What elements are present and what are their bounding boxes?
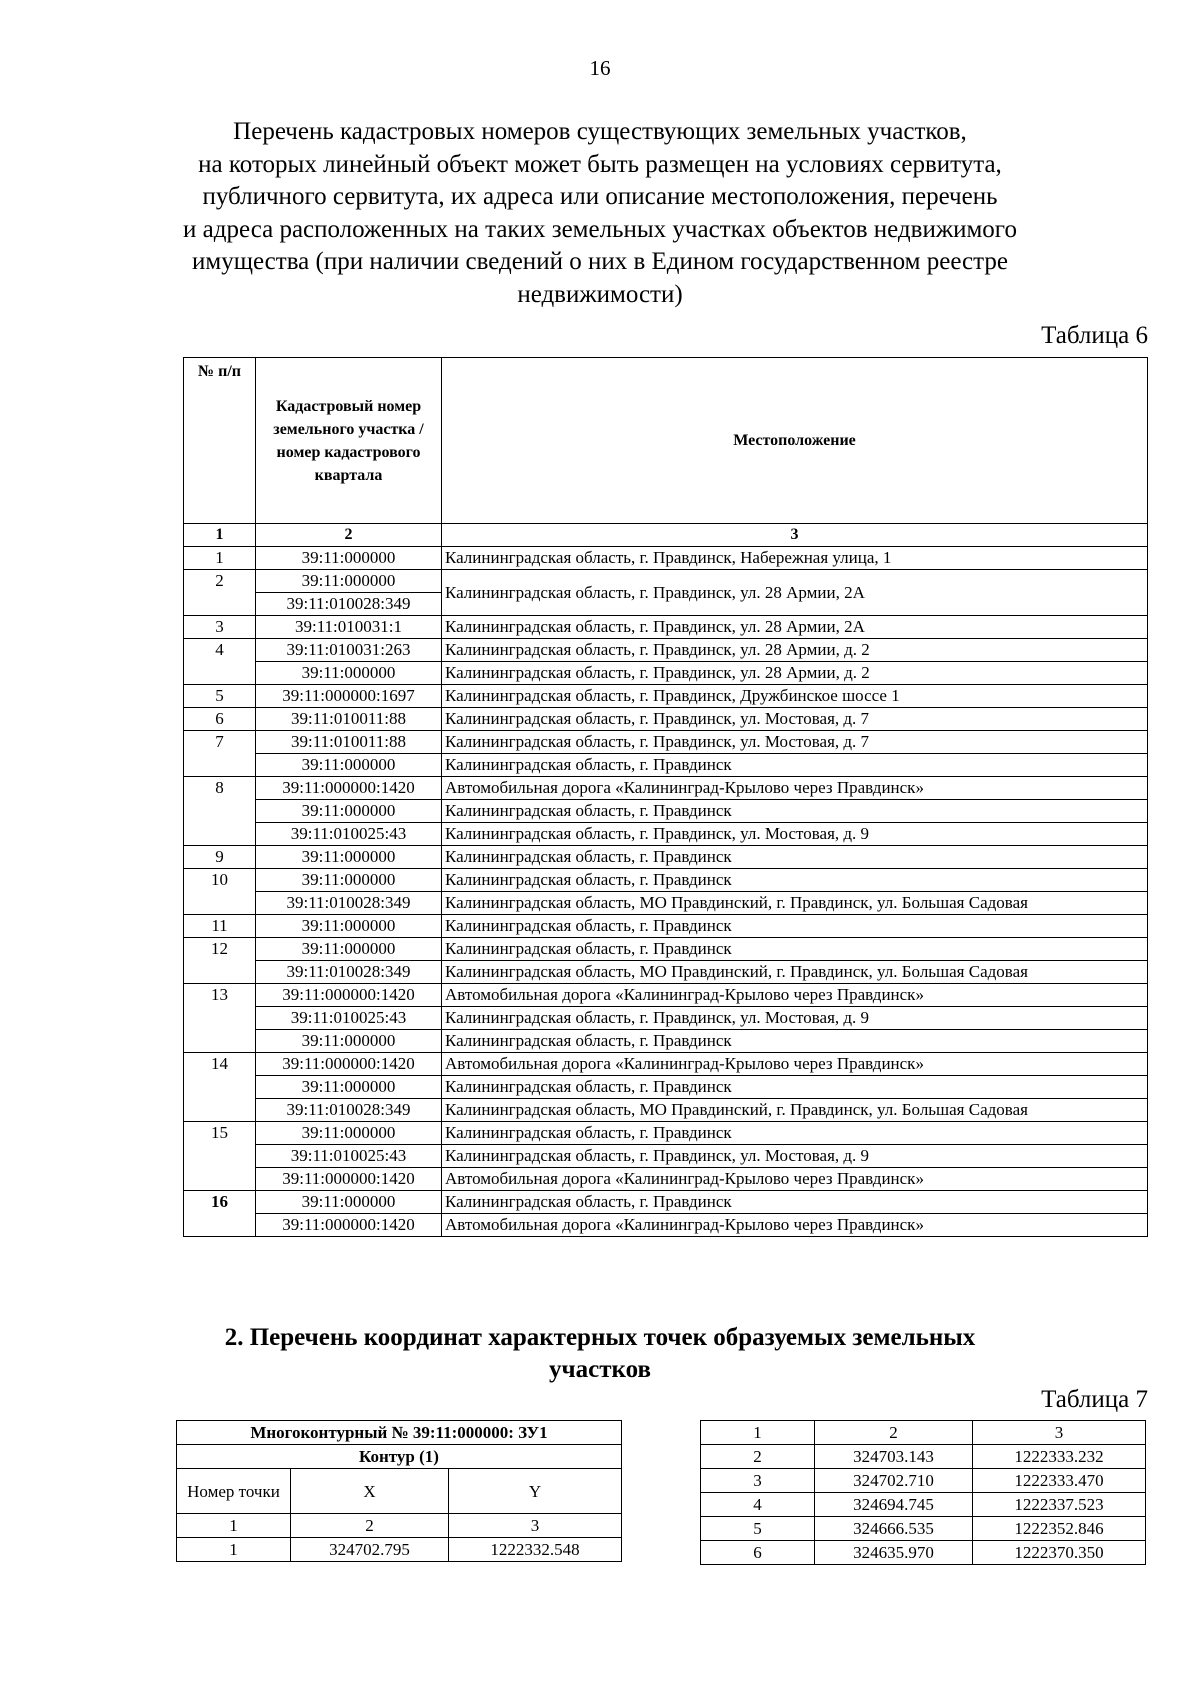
title-line: Перечень кадастровых номеров существующих земельных участков,	[233, 118, 967, 145]
cadastral-number: 39:11:000000:1420	[256, 1214, 442, 1237]
location: Калининградская область, г. Правдинск	[442, 754, 1148, 777]
cadastral-number: 39:11:010028:349	[256, 1099, 442, 1122]
cadastral-number: 39:11:000000:1420	[256, 1053, 442, 1076]
index-cell: 2	[256, 524, 442, 547]
location: Калининградская область, г. Правдинск	[442, 938, 1148, 961]
cadastral-number: 39:11:010028:349	[256, 892, 442, 915]
cadastral-number: 39:11:000000	[256, 915, 442, 938]
location: Калининградская область, г. Правдинск, ул. 28 Армии, д. 2	[442, 662, 1148, 685]
location: Калининградская область, г. Правдинск	[442, 869, 1148, 892]
contour-title: Многоконтурный № 39:11:000000: ЗУ1	[177, 1421, 622, 1445]
location: Калининградская область, МО Правдинский, г. Правдинск, ул. Большая Садовая	[442, 961, 1148, 984]
row-number: 9	[184, 846, 256, 869]
cadastral-number: 39:11:010025:43	[256, 1145, 442, 1168]
table-row	[184, 1076, 1148, 1099]
table-row	[184, 616, 1148, 639]
row-number: 4	[184, 639, 256, 685]
table-row	[701, 1469, 1146, 1493]
cadastral-number: 39:11:010031:1	[256, 616, 442, 639]
location: Автомобильная дорога «Калининград-Крылово через Правдинск»	[442, 1214, 1148, 1237]
document-title	[150, 116, 1050, 311]
location: Калининградская область, г. Правдинск, ул. Мостовая, д. 7	[442, 731, 1148, 754]
row-number: 14	[184, 1053, 256, 1122]
point-x: 324702.710	[815, 1469, 973, 1493]
point-number: 2	[701, 1445, 815, 1469]
table-row	[184, 938, 1148, 961]
row-number: 7	[184, 731, 256, 777]
cadastral-number: 39:11:000000:1420	[256, 984, 442, 1007]
location: Калининградская область, г. Правдинск	[442, 1191, 1148, 1214]
row-number: 8	[184, 777, 256, 846]
cadastral-number: 39:11:000000	[256, 1076, 442, 1099]
point-x: 324702.795	[291, 1538, 449, 1562]
section-2-title	[200, 1322, 1000, 1386]
row-number: 16	[184, 1191, 256, 1237]
section-title-line: участков	[549, 1356, 651, 1383]
cadastral-number: 39:11:010025:43	[256, 823, 442, 846]
table-row	[184, 662, 1148, 685]
row-number: 5	[184, 685, 256, 708]
table-row	[701, 1445, 1146, 1469]
coordinates-table-right	[700, 1420, 1146, 1565]
cadastral-number: 39:11:000000	[256, 938, 442, 961]
title-line: и адреса расположенных на таких земельных участках объектов недвижимого	[183, 215, 1017, 243]
index-cell: 1	[177, 1514, 291, 1538]
location: Калининградская область, МО Правдинский, г. Правдинск, ул. Большая Садовая	[442, 892, 1148, 915]
cadastral-number: 39:11:000000	[256, 570, 442, 593]
header-cadastral-number: Кадастровый номер земельного участка /номер кадастрового квартала	[256, 358, 442, 524]
point-number: 4	[701, 1493, 815, 1517]
cadastral-table-body	[184, 547, 1148, 1237]
cadastral-table	[183, 357, 1148, 1237]
cadastral-number: 39:11:000000	[256, 1122, 442, 1145]
table-row	[184, 1030, 1148, 1053]
table-row	[184, 570, 1148, 593]
index-cell: 2	[291, 1514, 449, 1538]
point-y: 1222333.232	[973, 1445, 1146, 1469]
cadastral-number: 39:11:000000	[256, 662, 442, 685]
point-y: 1222352.846	[973, 1517, 1146, 1541]
point-y: 1222370.350	[973, 1541, 1146, 1565]
location: Калининградская область, г. Правдинск, Набережная улица, 1	[442, 547, 1148, 570]
table-row	[184, 1122, 1148, 1145]
table-row	[701, 1517, 1146, 1541]
location: Автомобильная дорога «Калининград-Крылово через Правдинск»	[442, 984, 1148, 1007]
point-x: 324703.143	[815, 1445, 973, 1469]
table-row	[701, 1541, 1146, 1565]
location: Калининградская область, МО Правдинский, г. Правдинск, ул. Большая Садовая	[442, 1099, 1148, 1122]
row-number: 1	[184, 547, 256, 570]
table-row	[184, 547, 1148, 570]
cadastral-number: 39:11:000000	[256, 1030, 442, 1053]
point-x: 324694.745	[815, 1493, 973, 1517]
point-number: 6	[701, 1541, 815, 1565]
location: Калининградская область, г. Правдинск	[442, 1076, 1148, 1099]
cadastral-number: 39:11:010011:88	[256, 731, 442, 754]
table-row	[184, 708, 1148, 731]
point-number: 1	[177, 1538, 291, 1562]
point-x: 324666.535	[815, 1517, 973, 1541]
coordinates-table-left	[176, 1420, 622, 1562]
header-point-number: Номер точки	[177, 1469, 291, 1514]
cadastral-number: 39:11:010028:349	[256, 593, 442, 616]
table-row	[184, 984, 1148, 1007]
title-line: на которых линейный объект может быть размещен на условиях сервитута,	[198, 150, 1002, 178]
table-row	[701, 1493, 1146, 1517]
table-row	[184, 800, 1148, 823]
table-row	[184, 1168, 1148, 1191]
index-cell: 1	[184, 524, 256, 547]
location: Калининградская область, г. Правдинск, ул. 28 Армии, 2А	[442, 570, 1148, 616]
location: Калининградская область, г. Правдинск, ул. 28 Армии, 2А	[442, 616, 1148, 639]
section-title-line: 2. Перечень координат характерных точек образуемых земельных	[224, 1324, 976, 1351]
index-cell: 1	[701, 1421, 815, 1445]
table-row	[184, 639, 1148, 662]
location: Калининградская область, г. Правдинск	[442, 846, 1148, 869]
table-row	[184, 961, 1148, 984]
index-cell: 3	[973, 1421, 1146, 1445]
table-row	[184, 1191, 1148, 1214]
table-row	[184, 1145, 1148, 1168]
cadastral-number: 39:11:000000	[256, 547, 442, 570]
location: Калининградская область, г. Правдинск, ул. Мостовая, д. 9	[442, 1007, 1148, 1030]
index-cell: 3	[449, 1514, 622, 1538]
row-number: 12	[184, 938, 256, 984]
header-y: Y	[449, 1469, 622, 1514]
row-number: 15	[184, 1122, 256, 1191]
row-number: 2	[184, 570, 256, 616]
contour-label: Контур (1)	[177, 1445, 622, 1469]
table-row	[184, 1007, 1148, 1030]
row-number: 6	[184, 708, 256, 731]
location: Калининградская область, г. Правдинск	[442, 915, 1148, 938]
location: Калининградская область, г. Правдинск, ул. Мостовая, д. 7	[442, 708, 1148, 731]
cadastral-number: 39:11:000000:1420	[256, 1168, 442, 1191]
cadastral-number: 39:11:010011:88	[256, 708, 442, 731]
index-cell: 2	[815, 1421, 973, 1445]
location: Автомобильная дорога «Калининград-Крылово через Правдинск»	[442, 1168, 1148, 1191]
row-number: 11	[184, 915, 256, 938]
table-row	[184, 915, 1148, 938]
cadastral-number: 39:11:000000:1697	[256, 685, 442, 708]
location: Калининградская область, г. Правдинск	[442, 1122, 1148, 1145]
location: Автомобильная дорога «Калининград-Крылово через Правдинск»	[442, 777, 1148, 800]
point-y: 1222332.548	[449, 1538, 622, 1562]
header-x: X	[291, 1469, 449, 1514]
table-row	[184, 731, 1148, 754]
cadastral-number: 39:11:000000	[256, 1191, 442, 1214]
header-number: № п/п	[184, 358, 256, 524]
header-location: Местоположение	[442, 358, 1148, 524]
index-cell: 3	[442, 524, 1148, 547]
cadastral-number: 39:11:000000	[256, 869, 442, 892]
location: Калининградская область, г. Правдинск, ул. 28 Армии, д. 2	[442, 639, 1148, 662]
title-line: публичного сервитута, их адреса или описание местоположения, перечень	[202, 183, 998, 210]
table-row	[184, 869, 1148, 892]
table-row	[177, 1538, 622, 1562]
cadastral-number: 39:11:000000:1420	[256, 777, 442, 800]
cadastral-number: 39:11:010025:43	[256, 1007, 442, 1030]
title-line: имущества (при наличии сведений о них в Едином государственном реестре	[192, 248, 1008, 275]
table-row	[184, 1053, 1148, 1076]
point-y: 1222333.470	[973, 1469, 1146, 1493]
location: Калининградская область, г. Правдинск, ул. Мостовая, д. 9	[442, 823, 1148, 846]
point-y: 1222337.523	[973, 1493, 1146, 1517]
table-row	[184, 823, 1148, 846]
location: Калининградская область, г. Правдинск, Дружбинское шоссе 1	[442, 685, 1148, 708]
page-number: 16	[589, 56, 611, 80]
table-row	[184, 754, 1148, 777]
table-row	[184, 777, 1148, 800]
location: Автомобильная дорога «Калининград-Крылово через Правдинск»	[442, 1053, 1148, 1076]
table-row	[184, 892, 1148, 915]
table-row	[184, 1214, 1148, 1237]
point-x: 324635.970	[815, 1541, 973, 1565]
title-line: недвижимости)	[517, 280, 683, 308]
table-row	[184, 846, 1148, 869]
point-number: 3	[701, 1469, 815, 1493]
row-number: 13	[184, 984, 256, 1053]
row-number: 3	[184, 616, 256, 639]
table7-caption: Таблица 7	[1041, 1386, 1148, 1413]
point-number: 5	[701, 1517, 815, 1541]
location: Калининградская область, г. Правдинск	[442, 800, 1148, 823]
row-number: 10	[184, 869, 256, 915]
table6-caption: Таблица 6	[1041, 322, 1148, 349]
table-row	[184, 685, 1148, 708]
table-row	[184, 1099, 1148, 1122]
cadastral-number: 39:11:010028:349	[256, 961, 442, 984]
cadastral-number: 39:11:000000	[256, 846, 442, 869]
cadastral-number: 39:11:000000	[256, 754, 442, 777]
location: Калининградская область, г. Правдинск	[442, 1030, 1148, 1053]
cadastral-number: 39:11:000000	[256, 800, 442, 823]
cadastral-number: 39:11:010031:263	[256, 639, 442, 662]
location: Калининградская область, г. Правдинск, ул. Мостовая, д. 9	[442, 1145, 1148, 1168]
